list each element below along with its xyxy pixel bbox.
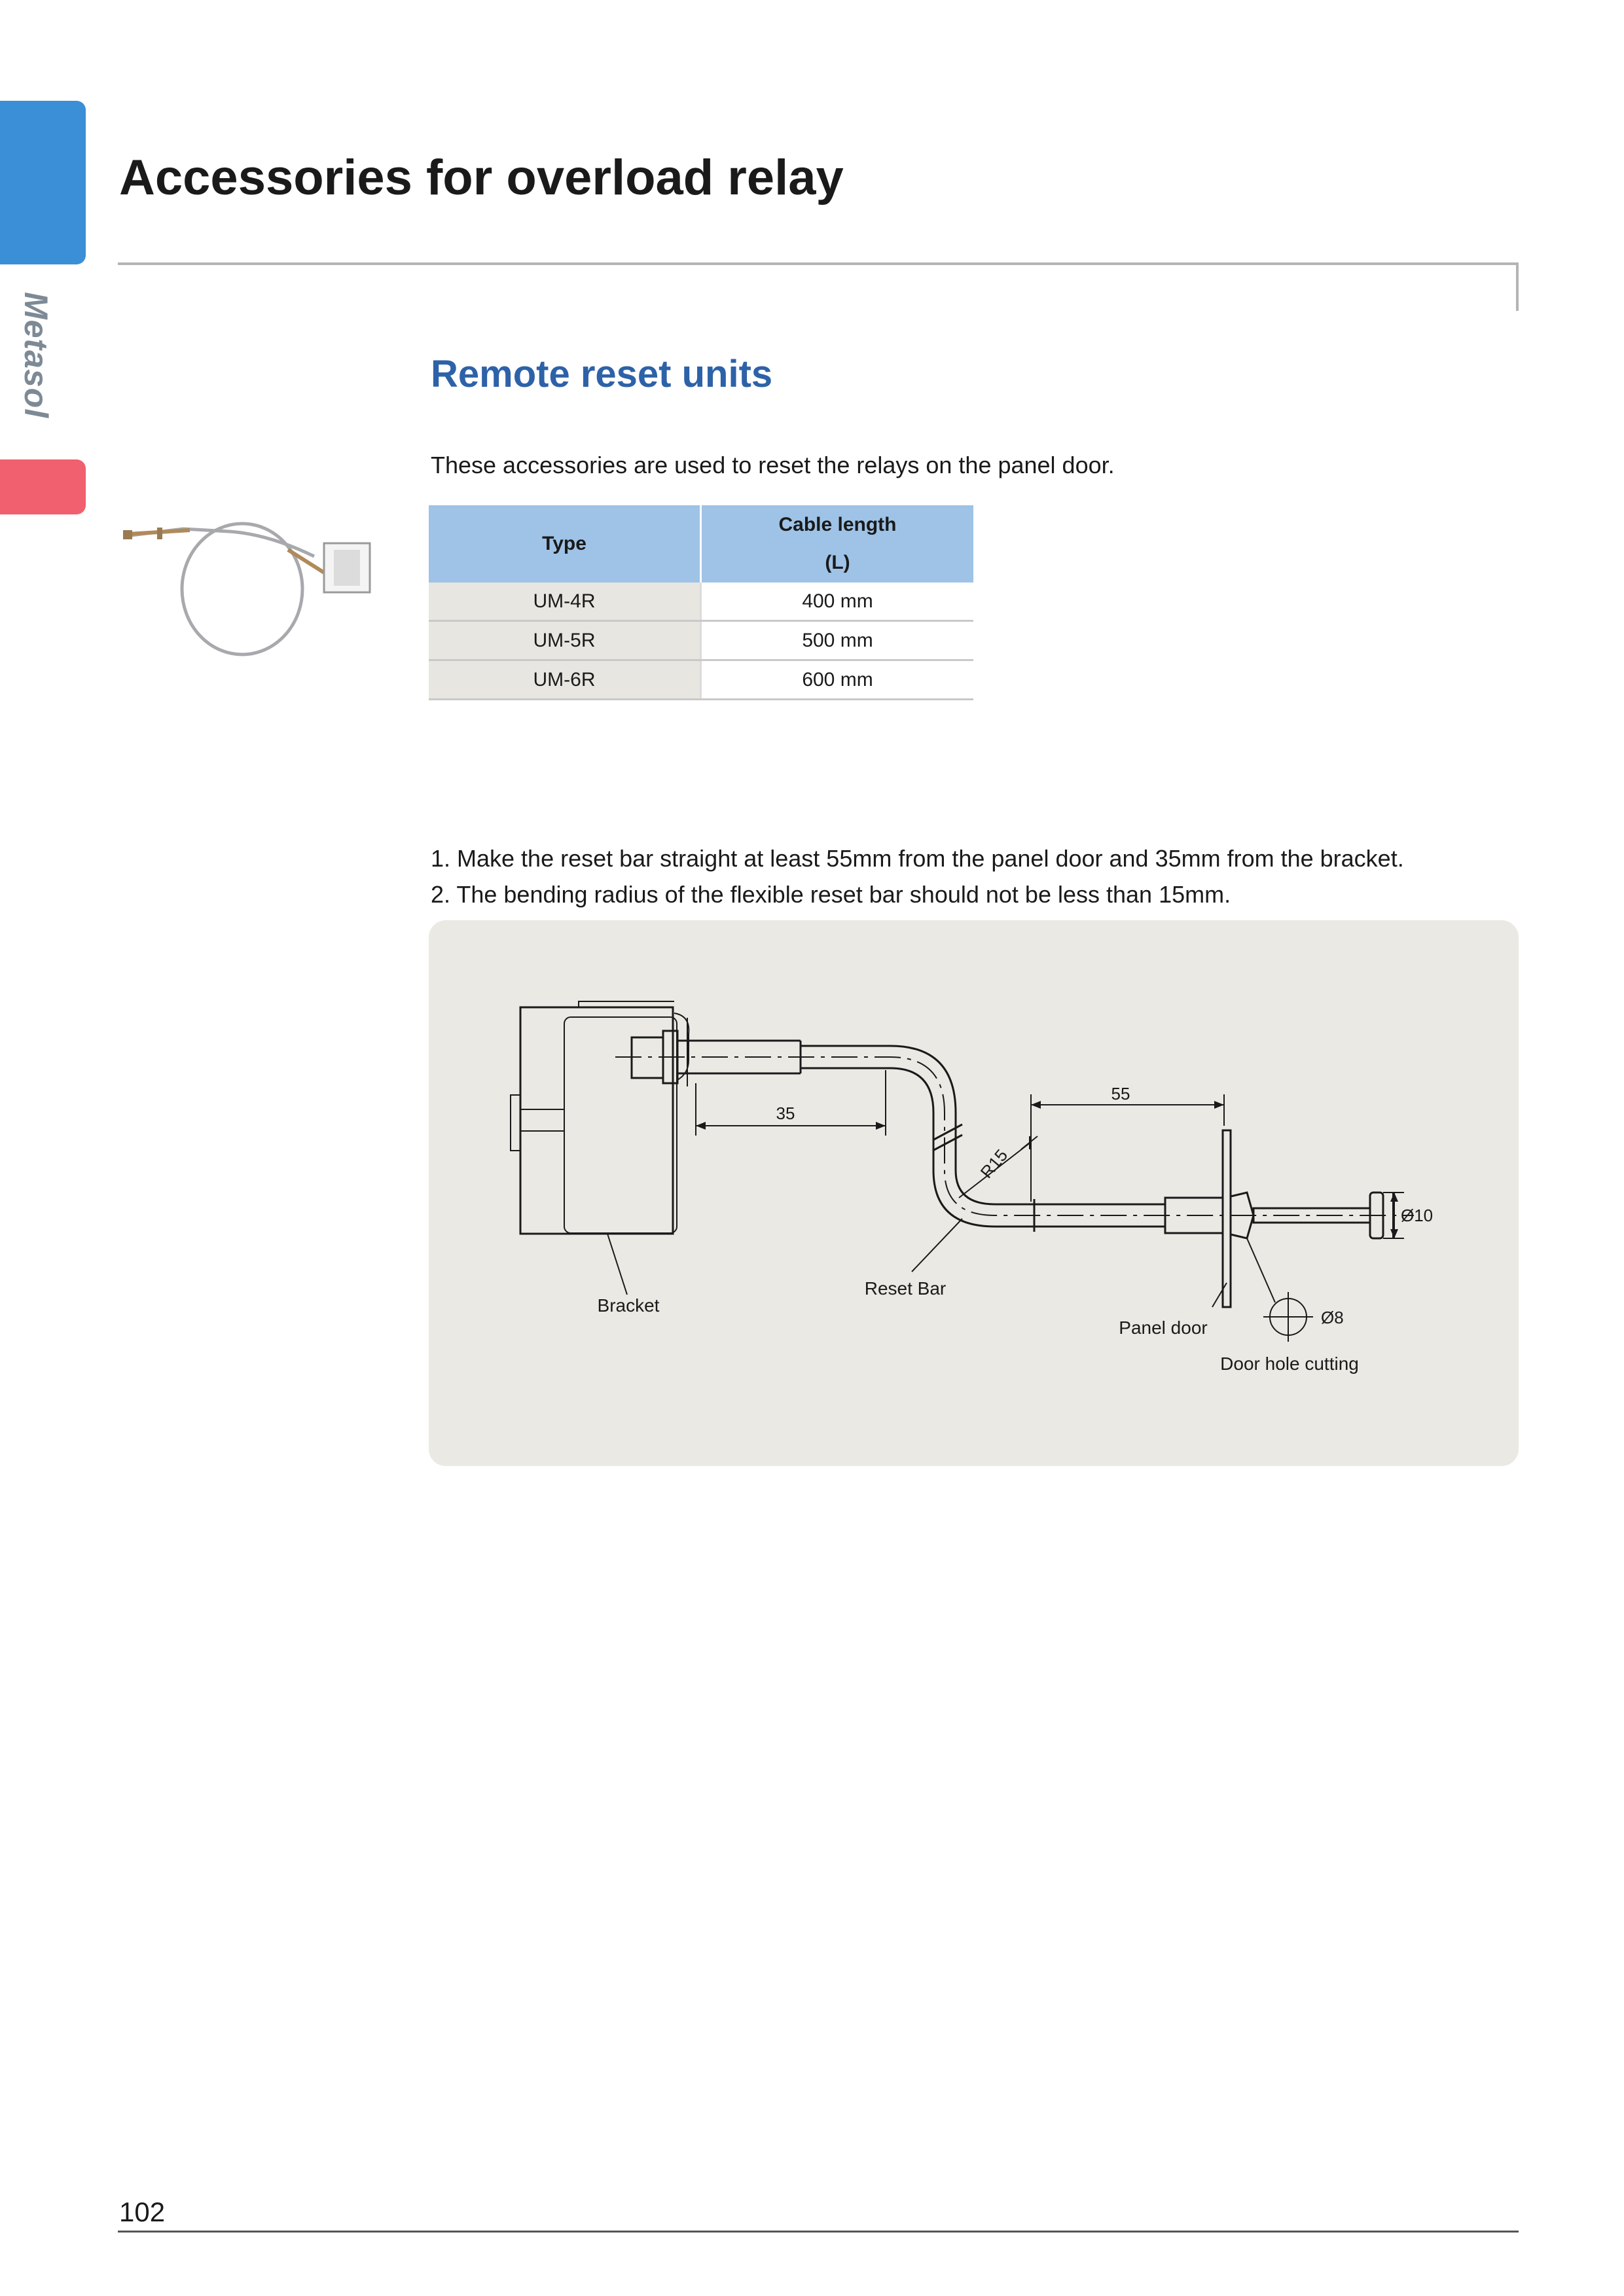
dimension-55-label: 55 (1111, 1084, 1130, 1103)
spec-table (429, 505, 973, 700)
center-line (615, 1057, 1414, 1215)
row-type: UM-4R (429, 583, 701, 621)
dimension-dia10-label: Ø10 (1401, 1206, 1434, 1225)
header-divider (118, 262, 1519, 265)
bracket-label: Bracket (597, 1295, 660, 1316)
diagram-drawing (429, 920, 1519, 1466)
reset-bar-inner (801, 1068, 1034, 1227)
table-row (429, 660, 973, 700)
chapter-tab-red (0, 459, 86, 514)
dimension-dia8-label: Ø8 (1321, 1308, 1344, 1327)
bracket-slot-lines (520, 1109, 564, 1131)
break-marks (933, 1124, 962, 1151)
bracket-inner (564, 1017, 677, 1233)
chapter-tab-blue (0, 101, 86, 264)
row-length: 400 mm (701, 583, 974, 621)
note-item: 1. Make the reset bar straight at least 55mm from the panel door and 35mm from the bracket. (431, 845, 1404, 872)
panel-door-label: Panel door (1119, 1318, 1208, 1338)
table-row (429, 583, 973, 621)
header-cable-length (701, 505, 974, 583)
row-type: UM-5R (429, 621, 701, 660)
bracket-left-tab (511, 1095, 520, 1151)
table-row (429, 621, 973, 660)
remote-reset-unit-photo (118, 511, 393, 668)
header-type: Type (429, 505, 701, 583)
page-number: 102 (119, 2197, 166, 2227)
row-length: 500 mm (701, 621, 974, 660)
bracket-body (520, 1007, 673, 1234)
side-chapter-label: Metasol (18, 292, 54, 419)
dimension-35-label: 35 (776, 1103, 795, 1123)
panel-door (1223, 1130, 1231, 1307)
installation-diagram (429, 920, 1519, 1466)
door-hole-symbol (1247, 1238, 1313, 1342)
header-cable-length-label: Cable length (778, 514, 897, 535)
reset-bar-thick-segment (677, 1041, 801, 1073)
dimension-55 (1031, 1094, 1224, 1202)
row-type: UM-6R (429, 660, 701, 700)
header-divider-tick (1516, 262, 1519, 311)
reset-bar-label: Reset Bar (864, 1278, 947, 1299)
row-length: 600 mm (701, 660, 974, 700)
dimension-35 (696, 1070, 886, 1136)
door-hole-label: Door hole cutting (1220, 1354, 1359, 1374)
note-item: 2. The bending radius of the flexible reset bar should not be less than 15mm. (431, 881, 1231, 908)
section-title: Remote reset units (431, 353, 773, 395)
section-intro: These accessories are used to reset the relays on the panel door. (431, 452, 1115, 478)
page-title: Accessories for overload relay (119, 150, 844, 206)
installation-notes (431, 840, 1404, 912)
radius-label: R15 (976, 1145, 1012, 1182)
header-cable-length-unit: (L) (825, 552, 850, 573)
footer-divider (118, 2231, 1519, 2233)
table-header-row (429, 505, 973, 583)
